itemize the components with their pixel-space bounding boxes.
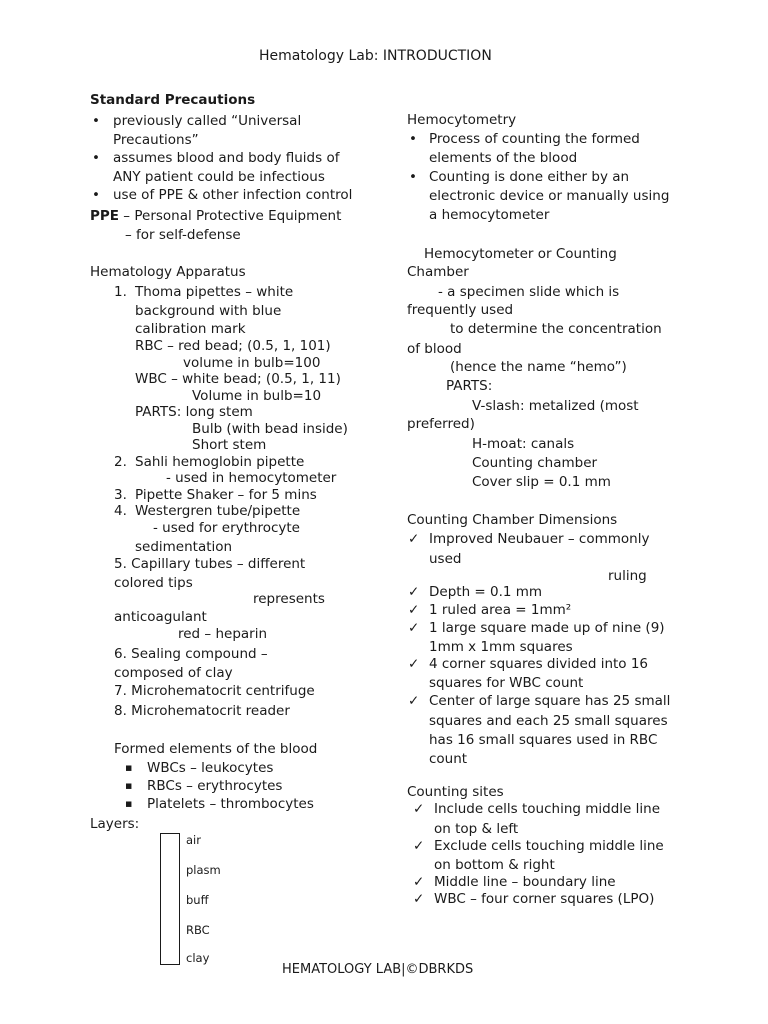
apparatus-line: 8. Microhematocrit reader [114,703,290,719]
bullet-dot-icon: • [409,131,417,147]
dimension-line: 1 large square made up of nine (9) [429,620,665,636]
site-line: Include cells touching middle line [434,801,660,817]
dimension-line: 1mm x 1mm squares [429,639,573,655]
precaution-line: ANY patient could be infectious [113,169,325,185]
formed-element-item: WBCs – leukocytes [147,760,274,776]
apparatus-line: background with blue [135,303,282,319]
apparatus-line: - used in hemocytometer [166,470,337,486]
bullet-dot-icon: • [409,169,417,185]
apparatus-line: 5. Capillary tubes – different [114,556,306,572]
standard-precautions-heading: Standard Precautions [90,92,256,108]
hemocytometry-heading: Hemocytometry [407,112,517,128]
apparatus-line: Bulb (with bead inside) [192,421,348,437]
formed-element-item: RBCs – erythrocytes [147,778,283,794]
layer-clay: clay [186,951,210,965]
apparatus-line: - used for erythrocyte [153,520,300,536]
chamber-line: preferred) [407,416,475,432]
chamber-line: (hence the name “hemo”) [450,359,627,375]
hemocytometry-line: a hemocytometer [429,207,550,223]
bullet-dot-icon: • [92,150,100,166]
dimension-line: Depth = 0.1 mm [429,584,543,600]
chamber-line: Counting chamber [472,455,598,471]
apparatus-line: Thoma pipettes – white [135,284,294,300]
chamber-line: frequently used [407,302,514,318]
precaution-line: Precautions” [113,132,199,148]
hemocytometry-line: electronic device or manually using [429,188,670,204]
chamber-line: to determine the concentration [450,321,662,337]
precaution-line: assumes blood and body fluids of [113,150,340,166]
dimension-line: count [429,751,468,767]
list-number: 2. [114,454,127,470]
bullet-square-icon: ▪ [125,797,133,810]
chamber-heading: Chamber [407,264,469,280]
hemocytometry-line: elements of the blood [429,150,578,166]
bullet-square-icon: ▪ [125,761,133,774]
bullet-square-icon: ▪ [125,779,133,792]
ppe-text: – Personal Protective Equipment [119,208,342,224]
page-title: Hematology Lab: INTRODUCTION [259,48,492,64]
site-line: on top & left [434,821,519,837]
chamber-line: - a specimen slide which is [438,284,620,300]
apparatus-heading: Hematology Apparatus [90,264,246,280]
checkmark-icon: ✓ [408,693,420,709]
apparatus-line: sedimentation [135,539,233,555]
checkmark-icon: ✓ [413,838,425,854]
dimension-line: used [429,551,462,567]
apparatus-line: volume in bulb=100 [183,355,321,371]
dimension-line: has 16 small squares used in RBC [429,732,658,748]
counting-sites-heading: Counting sites [407,784,504,800]
chamber-line: H-moat: canals [472,436,575,452]
apparatus-line: WBC – white bead; (0.5, 1, 11) [135,371,341,387]
apparatus-line: composed of clay [114,665,233,681]
checkmark-icon: ✓ [413,874,425,890]
precaution-line: previously called “Universal [113,113,302,129]
apparatus-line: represents [253,591,325,607]
apparatus-line: anticoagulant [114,609,207,625]
layers-label: Layers: [90,816,140,832]
apparatus-line: Sahli hemoglobin pipette [135,454,305,470]
precaution-line: use of PPE & other infection control [113,187,353,203]
chamber-heading: Hemocytometer or Counting [424,246,617,262]
apparatus-line: Westergren tube/pipette [135,503,301,519]
chamber-line: PARTS: [446,378,493,394]
ppe-definition [90,210,341,224]
dimension-line: Center of large square has 25 small [429,693,671,709]
ppe-purpose: – for self-defense [125,227,241,243]
dimension-line: Improved Neubauer – commonly [429,531,650,547]
checkmark-icon: ✓ [408,656,420,672]
apparatus-line: colored tips [114,575,193,591]
checkmark-icon: ✓ [408,531,420,547]
formed-elements-heading: Formed elements of the blood [114,741,318,757]
dimension-line: squares and each 25 small squares [429,713,668,729]
chamber-line: of blood [407,341,462,357]
dimension-line: 1 ruled area = 1mm² [429,602,572,618]
apparatus-line: Short stem [192,437,267,453]
dimension-line: 4 corner squares divided into 16 [429,656,649,672]
apparatus-line: 7. Microhematocrit centrifuge [114,683,315,699]
checkmark-icon: ✓ [413,801,425,817]
apparatus-line: PARTS: long stem [135,404,253,420]
apparatus-line: red – heparin [178,626,268,642]
checkmark-icon: ✓ [413,891,425,907]
site-line: WBC – four corner squares (LPO) [434,891,655,907]
dimension-line: ruling [608,568,647,584]
chamber-line: V-slash: metalized (most [472,398,639,414]
layer-air: air [186,833,201,847]
dimension-line: squares for WBC count [429,675,584,691]
bullet-dot-icon: • [92,187,100,203]
checkmark-icon: ✓ [408,620,420,636]
apparatus-line: calibration mark [135,321,246,337]
bullet-dot-icon: • [92,113,100,129]
list-number: 4. [114,503,127,519]
apparatus-line: 6. Sealing compound – [114,646,268,662]
page-footer: HEMATOLOGY LAB|©DBRKDS [282,962,474,977]
hemocytometry-line: Counting is done either by an [429,169,630,185]
formed-element-item: Platelets – thrombocytes [147,796,314,812]
hemocytometry-line: Process of counting the formed [429,131,640,147]
site-line: on bottom & right [434,857,555,873]
apparatus-line: Volume in bulb=10 [192,388,322,404]
apparatus-line: Pipette Shaker – for 5 mins [135,487,317,503]
dimensions-heading: Counting Chamber Dimensions [407,512,618,528]
site-line: Exclude cells touching middle line [434,838,664,854]
layer-rbc: RBC [186,923,210,937]
site-line: Middle line – boundary line [434,874,616,890]
checkmark-icon: ✓ [408,584,420,600]
apparatus-line: RBC – red bead; (0.5, 1, 101) [135,338,331,354]
layer-plasm: plasm [186,863,221,877]
layers-tube-diagram [160,833,180,965]
layer-buff: buff [186,893,209,907]
list-number: 3. [114,487,127,503]
ppe-abbr: PPE [90,208,120,224]
checkmark-icon: ✓ [408,602,420,618]
list-number: 1. [114,284,127,300]
chamber-line: Cover slip = 0.1 mm [472,474,611,490]
